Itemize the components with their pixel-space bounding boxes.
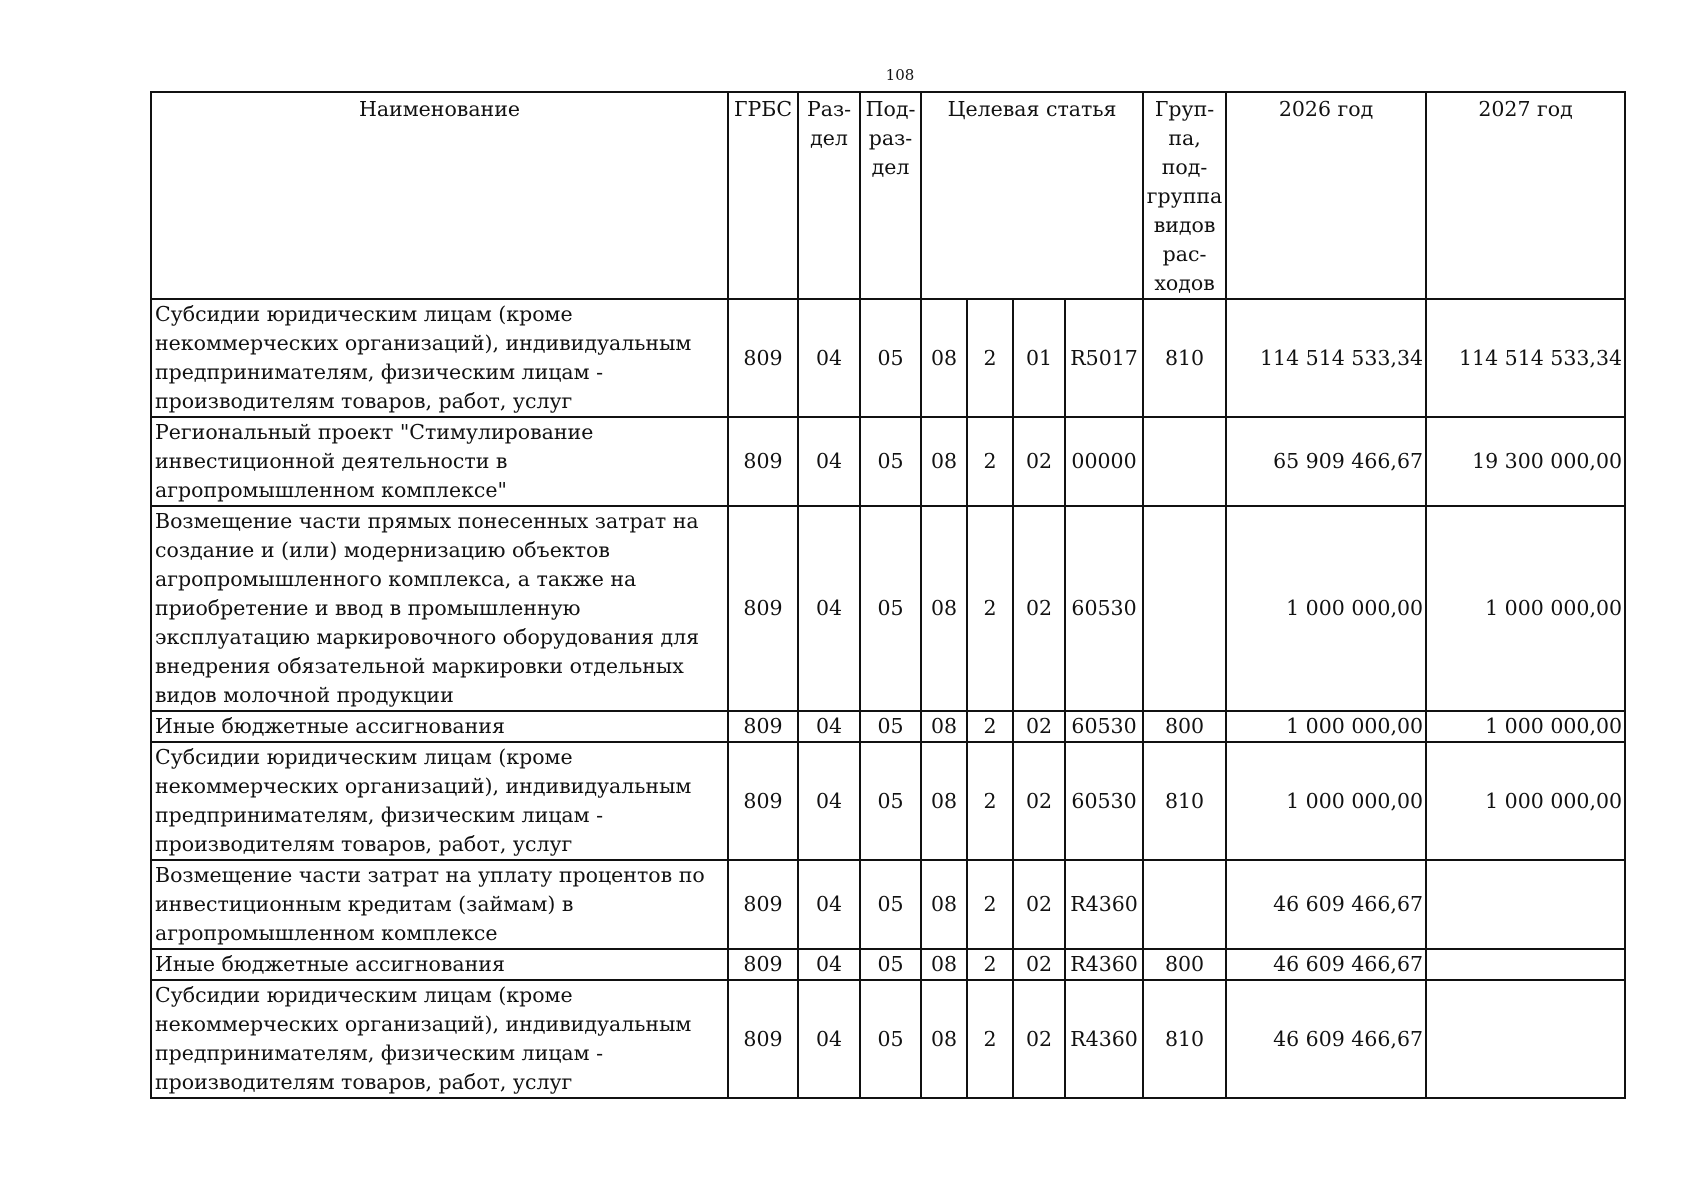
grbs-cell: 809 xyxy=(728,949,798,980)
amount-2026-cell: 1 000 000,00 xyxy=(1226,506,1426,711)
target-type-cell: 2 xyxy=(967,980,1013,1098)
amount-2026-cell: 65 909 466,67 xyxy=(1226,417,1426,506)
table-row xyxy=(151,980,1625,1098)
target-type-cell: 2 xyxy=(967,860,1013,949)
amount-2027-cell: 1 000 000,00 xyxy=(1426,742,1625,860)
amount-2027-cell xyxy=(1426,949,1625,980)
podrazdel-cell: 05 xyxy=(860,860,921,949)
expense-group-cell: 800 xyxy=(1143,711,1226,742)
amount-2026-cell: 46 609 466,67 xyxy=(1226,949,1426,980)
amount-2027-cell: 19 300 000,00 xyxy=(1426,417,1625,506)
podrazdel-cell: 05 xyxy=(860,506,921,711)
target-type-cell: 2 xyxy=(967,742,1013,860)
grbs-cell: 809 xyxy=(728,742,798,860)
header-2026: 2026 год xyxy=(1226,92,1426,299)
target-subprogram-cell: 02 xyxy=(1013,506,1065,711)
grbs-cell: 809 xyxy=(728,711,798,742)
target-type-cell: 2 xyxy=(967,711,1013,742)
target-direction-cell: R4360 xyxy=(1065,980,1143,1098)
table-header-row xyxy=(151,92,1625,299)
target-program-cell: 08 xyxy=(921,860,967,949)
razdel-cell: 04 xyxy=(798,742,860,860)
target-direction-cell: 60530 xyxy=(1065,506,1143,711)
amount-2026-cell: 1 000 000,00 xyxy=(1226,742,1426,860)
target-type-cell: 2 xyxy=(967,949,1013,980)
amount-2027-cell: 1 000 000,00 xyxy=(1426,711,1625,742)
table-row xyxy=(151,711,1625,742)
target-direction-cell: R4360 xyxy=(1065,949,1143,980)
podrazdel-cell: 05 xyxy=(860,980,921,1098)
header-2027: 2027 год xyxy=(1426,92,1625,299)
expense-group-cell: 810 xyxy=(1143,299,1226,417)
razdel-cell: 04 xyxy=(798,417,860,506)
grbs-cell: 809 xyxy=(728,417,798,506)
budget-table xyxy=(150,91,1626,1099)
target-program-cell: 08 xyxy=(921,417,967,506)
amount-2026-cell: 1 000 000,00 xyxy=(1226,711,1426,742)
target-direction-cell: R5017 xyxy=(1065,299,1143,417)
amount-2026-cell: 46 609 466,67 xyxy=(1226,860,1426,949)
amount-2026-cell: 114 514 533,34 xyxy=(1226,299,1426,417)
header-podrazdel: Под-раз-дел xyxy=(860,92,921,299)
target-subprogram-cell: 01 xyxy=(1013,299,1065,417)
target-subprogram-cell: 02 xyxy=(1013,417,1065,506)
razdel-cell: 04 xyxy=(798,980,860,1098)
expense-group-cell xyxy=(1143,417,1226,506)
table-row xyxy=(151,506,1625,711)
grbs-cell: 809 xyxy=(728,299,798,417)
amount-2027-cell xyxy=(1426,980,1625,1098)
header-grbs: ГРБС xyxy=(728,92,798,299)
table-row xyxy=(151,949,1625,980)
header-razdel: Раз-дел xyxy=(798,92,860,299)
grbs-cell: 809 xyxy=(728,860,798,949)
row-name: Иные бюджетные ассигнования xyxy=(151,949,728,980)
grbs-cell: 809 xyxy=(728,980,798,1098)
podrazdel-cell: 05 xyxy=(860,742,921,860)
expense-group-cell: 800 xyxy=(1143,949,1226,980)
amount-2027-cell xyxy=(1426,860,1625,949)
grbs-cell: 809 xyxy=(728,506,798,711)
row-name: Региональный проект "Стимулирование инвестиционной деятельности в агропромышленном комплексе" xyxy=(151,417,728,506)
row-name: Возмещение части затрат на уплату процентов по инвестиционным кредитам (займам) в агропромышленном комплексе xyxy=(151,860,728,949)
razdel-cell: 04 xyxy=(798,299,860,417)
header-target: Целевая статья xyxy=(921,92,1143,299)
target-program-cell: 08 xyxy=(921,949,967,980)
target-program-cell: 08 xyxy=(921,506,967,711)
row-name: Возмещение части прямых понесенных затрат на создание и (или) модернизацию объектов агропромышленного комплекса, а также на приобретение и ввод в промышленную эксплуатацию маркировочного оборудования для внедрения обязательной маркировки отдельных видов молочной продукции xyxy=(151,506,728,711)
header-group: Груп-па, под-группа видов рас-ходов xyxy=(1143,92,1226,299)
target-type-cell: 2 xyxy=(967,506,1013,711)
razdel-cell: 04 xyxy=(798,949,860,980)
target-direction-cell: R4360 xyxy=(1065,860,1143,949)
page-number: 108 xyxy=(885,66,915,84)
podrazdel-cell: 05 xyxy=(860,299,921,417)
amount-2027-cell: 114 514 533,34 xyxy=(1426,299,1625,417)
target-subprogram-cell: 02 xyxy=(1013,860,1065,949)
row-name: Иные бюджетные ассигнования xyxy=(151,711,728,742)
table-row xyxy=(151,860,1625,949)
row-name: Субсидии юридическим лицам (кроме некоммерческих организаций), индивидуальным предпринимателям, физическим лицам - производителям товаров, работ, услуг xyxy=(151,742,728,860)
amount-2027-cell: 1 000 000,00 xyxy=(1426,506,1625,711)
podrazdel-cell: 05 xyxy=(860,949,921,980)
razdel-cell: 04 xyxy=(798,506,860,711)
target-subprogram-cell: 02 xyxy=(1013,711,1065,742)
razdel-cell: 04 xyxy=(798,711,860,742)
table-row xyxy=(151,417,1625,506)
razdel-cell: 04 xyxy=(798,860,860,949)
expense-group-cell: 810 xyxy=(1143,742,1226,860)
target-program-cell: 08 xyxy=(921,711,967,742)
target-direction-cell: 00000 xyxy=(1065,417,1143,506)
target-subprogram-cell: 02 xyxy=(1013,980,1065,1098)
expense-group-cell xyxy=(1143,506,1226,711)
expense-group-cell xyxy=(1143,860,1226,949)
target-type-cell: 2 xyxy=(967,299,1013,417)
row-name: Субсидии юридическим лицам (кроме некоммерческих организаций), индивидуальным предпринимателям, физическим лицам - производителям товаров, работ, услуг xyxy=(151,299,728,417)
row-name: Субсидии юридическим лицам (кроме некоммерческих организаций), индивидуальным предпринимателям, физическим лицам - производителям товаров, работ, услуг xyxy=(151,980,728,1098)
amount-2026-cell: 46 609 466,67 xyxy=(1226,980,1426,1098)
podrazdel-cell: 05 xyxy=(860,711,921,742)
table-row xyxy=(151,299,1625,417)
target-direction-cell: 60530 xyxy=(1065,742,1143,860)
table-row xyxy=(151,742,1625,860)
target-subprogram-cell: 02 xyxy=(1013,949,1065,980)
target-program-cell: 08 xyxy=(921,980,967,1098)
target-program-cell: 08 xyxy=(921,299,967,417)
target-program-cell: 08 xyxy=(921,742,967,860)
header-name: Наименование xyxy=(151,92,728,299)
target-type-cell: 2 xyxy=(967,417,1013,506)
podrazdel-cell: 05 xyxy=(860,417,921,506)
target-direction-cell: 60530 xyxy=(1065,711,1143,742)
target-subprogram-cell: 02 xyxy=(1013,742,1065,860)
expense-group-cell: 810 xyxy=(1143,980,1226,1098)
